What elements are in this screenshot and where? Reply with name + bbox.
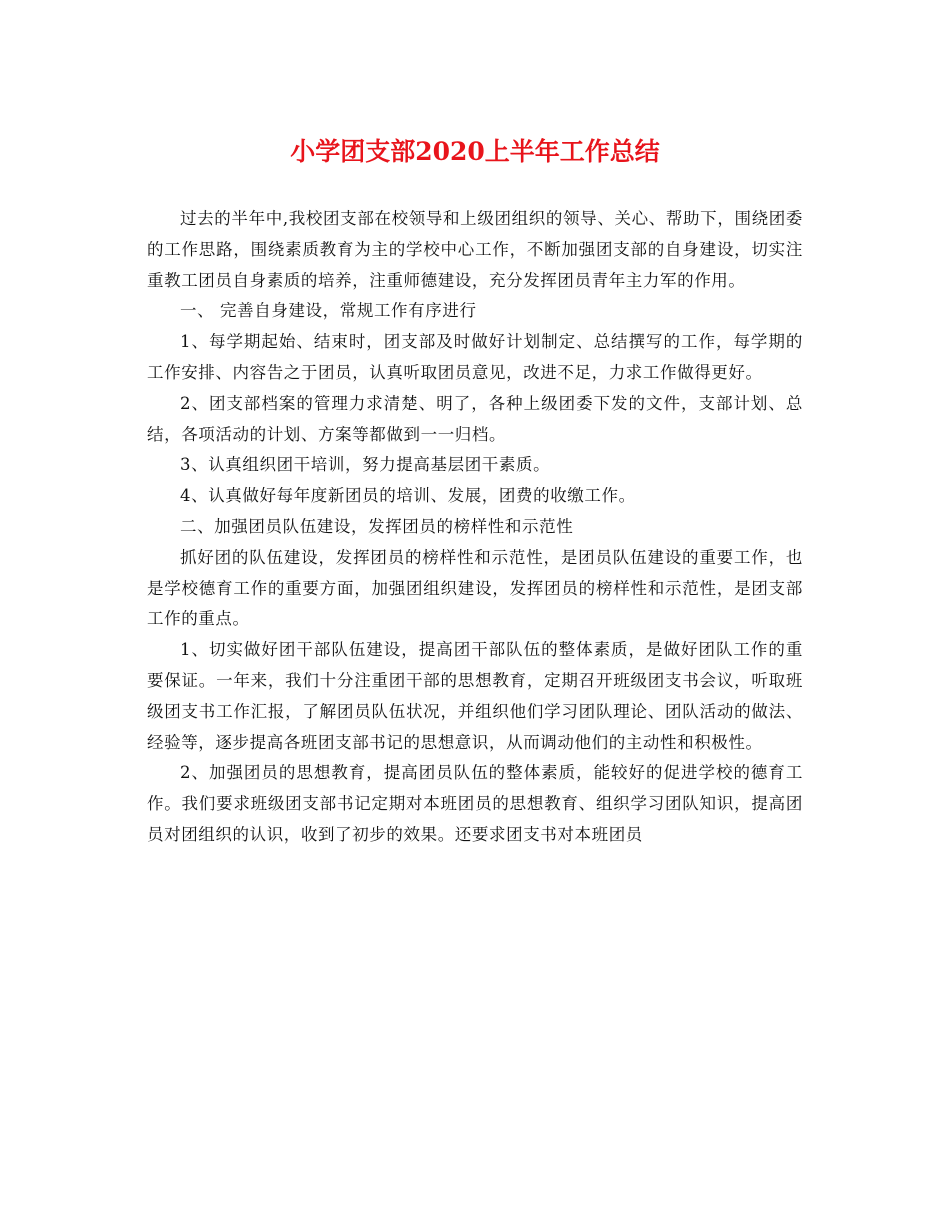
paragraph-intro: 过去的半年中,我校团支部在校领导和上级团组织的领导、关心、帮助下，围绕团委的工作思路，围绕素质教育为主的学校中心工作，不断加强团支部的自身建设，切实注重教工团员自身素质的培养，注重师德建设，充分发挥团员青年主力军的作用。 (147, 209, 803, 290)
paragraph-item: 3、认真组织团干培训，努力提高基层团干素质。 (180, 455, 551, 475)
paragraph-item: 2、团支部档案的管理力求清楚、明了，各种上级团委下发的文件，支部计划、总结，各项活动的计划、方案等都做到一一归档。 (147, 393, 803, 444)
document-body (147, 204, 803, 851)
paragraph-item: 4、认真做好每年度新团员的培训、发展，团费的收缴工作。 (180, 486, 636, 506)
paragraph-item: 2、加强团员的思想教育，提高团员队伍的整体素质，能较好的促进学校的德育工作。我们要求班级团支部书记定期对本班团员的思想教育、组织学习团队知识，提高团员对团组织的认识，收到了初步的效果。还要求团支书对本班团员 (147, 763, 803, 844)
paragraph-item: 1、每学期起始、结束时，团支部及时做好计划制定、总结撰写的工作，每学期的工作安排、内容告之于团员，认真听取团员意见，改进不足，力求工作做得更好。 (147, 332, 803, 382)
section-heading-2: 二、加强团员队伍建设，发挥团员的榜样性和示范性 (180, 516, 574, 536)
document-title: 小学团支部2020上半年工作总结 (290, 137, 660, 166)
paragraph-item: 1、切实做好团干部队伍建设，提高团干部队伍的整体素质，是做好团队工作的重要保证。一年来，我们十分注重团干部的思想教育，定期召开班级团支书会议，听取班级团支书工作汇报，了解团员队伍状况，并组织他们学习团队理论、团队活动的做法、经验等，逐步提高各班团支部书记的思想意识，从而调动他们的主动性和积极性。 (147, 640, 803, 752)
section-heading-1: 一、 完善自身建设，常规工作有序进行 (180, 301, 477, 321)
paragraph-section-intro: 抓好团的队伍建设，发挥团员的榜样性和示范性，是团员队伍建设的重要工作，也是学校德育工作的重要方面，加强团组织建设，发挥团员的榜样性和示范性，是团支部工作的重点。 (147, 547, 803, 629)
